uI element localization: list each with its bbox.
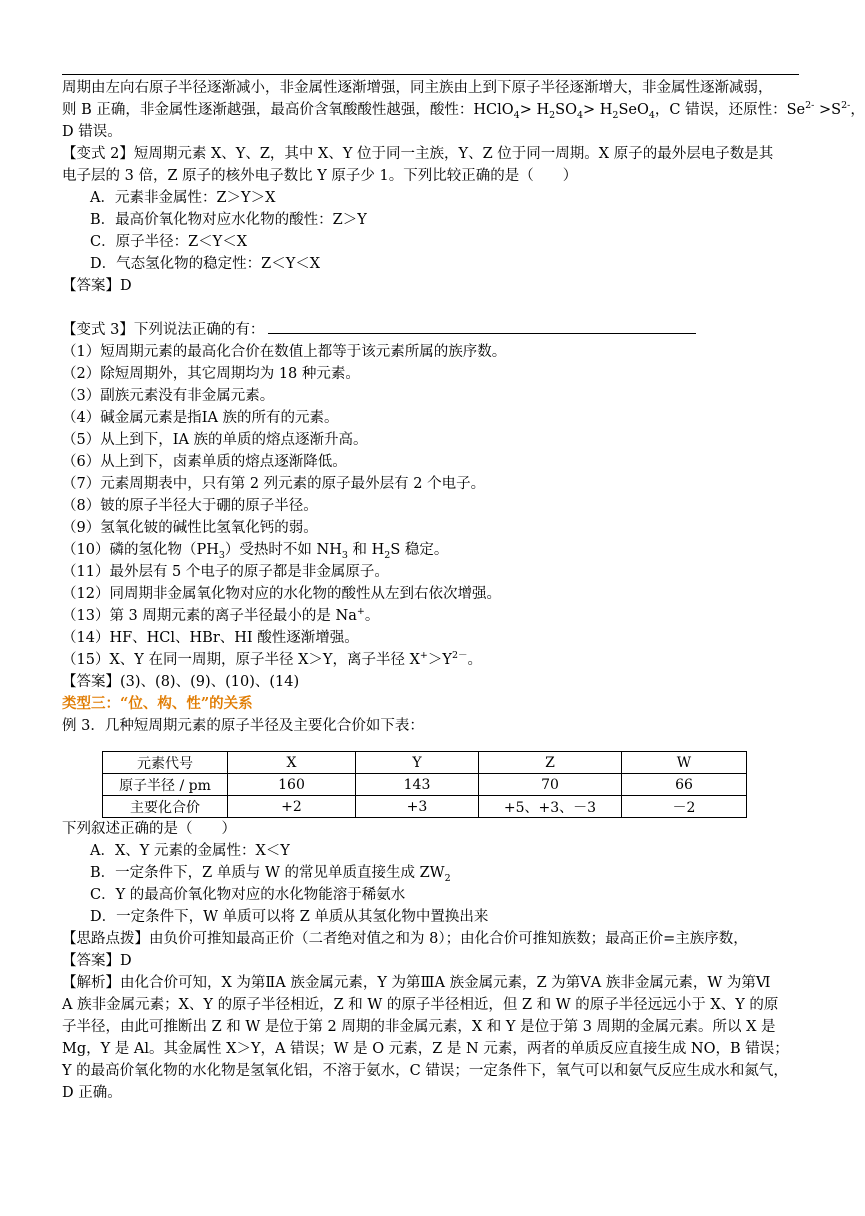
table-cell: Y <box>356 752 479 774</box>
variant2-option-b: B．最高价氧化物对应水化物的酸性：Z＞Y <box>90 212 367 228</box>
example3-explanation-2: A 族非金属元素；X、Y 的原子半径相近，Z 和 W 的原子半径相近，但 Z 和 W 的原子半径远远小于 X、Y 的原 <box>62 997 779 1013</box>
variant3-item-14: （14）HF、HCl、HBr、HI 酸性逐渐增强。 <box>62 630 359 646</box>
intro-line-1: 周期由左向右原子半径逐渐减小，非金属性逐渐增强，同主族由上到下原子半径逐渐增大，非金属性逐渐减弱， <box>62 80 773 96</box>
table-cell: +2 <box>228 796 356 818</box>
variant3-item-13: （13）第 3 周期元素的离子半径最小的是 Na+。 <box>62 606 380 624</box>
variant2-option-a: A．元素非金属性：Z＞Y＞X <box>90 190 276 206</box>
variant3-item-9: （9）氢氧化铍的碱性比氢氧化钙的弱。 <box>62 520 318 536</box>
example3-option-a: A．X、Y 元素的金属性：X＜Y <box>90 843 290 859</box>
table-row <box>103 752 747 774</box>
document-page <box>62 74 865 1104</box>
variant3-answer: 【答案】(3)、(8)、(9)、(10)、(14) <box>62 674 300 690</box>
variant3-item-10: （10）磷的氢化物$(PH_3)$受热时不如 $NH_3$ 和 $H_2S$ 稳定。 <box>62 542 449 561</box>
variant2-option-c: C．原子半径：Z＜Y＜X <box>90 234 248 250</box>
variant3-item-15: （15）X、Y 在同一周期，原子半径 X＞Y，离子半径 $X^+>Y^{2-}$。 <box>62 650 482 668</box>
variant2-question-line-2: 电子层的 3 倍，Z 原子的核外电子数比 Y 原子少 1。下列比较正确的是（ ） <box>62 168 578 184</box>
table-cell: 143 <box>356 774 479 796</box>
variant3-question: 【变式 3】下列说法正确的有： <box>62 319 799 341</box>
variant2-option-d: D．气态氢化物的稳定性：Z＜Y＜X <box>90 256 321 272</box>
table-cell: W <box>622 752 747 774</box>
variant3-item-2: （2）除短周期外，其它周期均为 18 种元素。 <box>62 366 360 382</box>
element-table <box>102 751 747 818</box>
variant3-item-1: （1）短周期元素的最高化合价在数值上都等于该元素所属的族序数。 <box>62 344 507 360</box>
table-row <box>103 774 747 796</box>
table-cell: +3 <box>356 796 479 818</box>
intro-line-3: D 错误。 <box>62 124 122 140</box>
example3-option-b: B．一定条件下，Z 单质与 W 的常见单质直接生成 $ZW_2$ <box>90 865 451 884</box>
table-cell: 66 <box>622 774 747 796</box>
example3-hint: 【思路点拨】由负价可推知最高正价（二者绝对值之和为 8）；由化合价可推知族数；最高正价=主族序数， <box>62 931 748 947</box>
table-cell: －2 <box>622 796 747 818</box>
table-cell: Z <box>479 752 622 774</box>
table-cell: 元素代号 <box>103 752 228 774</box>
table-cell: 原子半径 / pm <box>103 774 228 796</box>
variant3-item-7: （7）元素周期表中，只有第 2 列元素的原子最外层有 2 个电子。 <box>62 476 486 492</box>
variant3-item-4: （4）碱金属元素是指ⅠA 族的所有的元素。 <box>62 410 339 426</box>
example3-option-c: C．Y 的最高价氧化物对应的水化物能溶于稀氨水 <box>90 887 406 903</box>
variant3-item-5: （5）从上到下，ⅠA 族的单质的熔点逐渐升高。 <box>62 432 368 448</box>
example3-explanation-6: D 正确。 <box>62 1085 122 1101</box>
table-cell: 160 <box>228 774 356 796</box>
type3-heading: 类型三：“位、构、性”的关系 <box>62 695 253 712</box>
variant3-item-8: （8）铍的原子半径大于硼的原子半径。 <box>62 498 318 514</box>
variant3-item-3: （3）副族元素没有非金属元素。 <box>62 388 275 404</box>
variant3-item-11: （11）最外层有 5 个电子的原子都是非金属原子。 <box>62 564 389 580</box>
table-cell: X <box>228 752 356 774</box>
variant3-item-6: （6）从上到下，卤素单质的熔点逐渐降低。 <box>62 454 347 470</box>
variant3-item-12: （12）同周期非金属氧化物对应的水化物的酸性从左到右依次增强。 <box>62 586 501 602</box>
table-cell: 70 <box>479 774 622 796</box>
table-row <box>103 796 747 818</box>
example3-explanation-4: Mg，Y 是 Al。其金属性 X＞Y，A 错误；W 是 O 元素，Z 是 N 元素，两者的单质反应直接生成 NO，B 错误； <box>62 1041 789 1057</box>
example3-question: 下列叙述正确的是（ ） <box>62 821 236 837</box>
example3-explanation-3: 子半径，由此可推断出 Z 和 W 是位于第 2 周期的非金属元素，X 和 Y 是位于第 3 周期的金属元素。所以 X 是 <box>62 1019 776 1035</box>
example3-intro: 例 3．几种短周期元素的原子半径及主要化合价如下表： <box>62 718 424 734</box>
table-cell: 主要化合价 <box>103 796 228 818</box>
variant2-answer: 【答案】D <box>62 278 132 294</box>
intro-line-2: 则 B 正确，非金属性逐渐越强，最高价含氧酸酸性越强，酸性：HClO$_4$> $H_2SO_4> H_2SeO_4$，C 错误，还原性：$Se^{2-} >S^{2-}$， <box>62 100 865 121</box>
answer-blank <box>268 319 696 334</box>
table-cell: +5、+3、－3 <box>479 796 622 818</box>
example3-option-d: D．一定条件下，W 单质可以将 Z 单质从其氢化物中置换出来 <box>90 909 489 925</box>
example3-explanation-5: Y 的最高价氧化物的水化物是氢氧化铝，不溶于氨水，C 错误；一定条件下，氧气可以和氨气反应生成水和氮气， <box>62 1063 788 1079</box>
example3-explanation-1: 【解析】由化合价可知，X 为第ⅡA 族金属元素，Y 为第ⅢA 族金属元素，Z 为第ⅤA 族非金属元素，W 为第Ⅵ <box>62 975 771 991</box>
header-rule <box>62 74 799 75</box>
variant2-question-line-1: 【变式 2】短周期元素 X、Y、Z，其中 X、Y 位于同一主族，Y、Z 位于同一周期。X 原子的最外层电子数是其 <box>62 146 774 162</box>
example3-answer: 【答案】D <box>62 953 132 969</box>
